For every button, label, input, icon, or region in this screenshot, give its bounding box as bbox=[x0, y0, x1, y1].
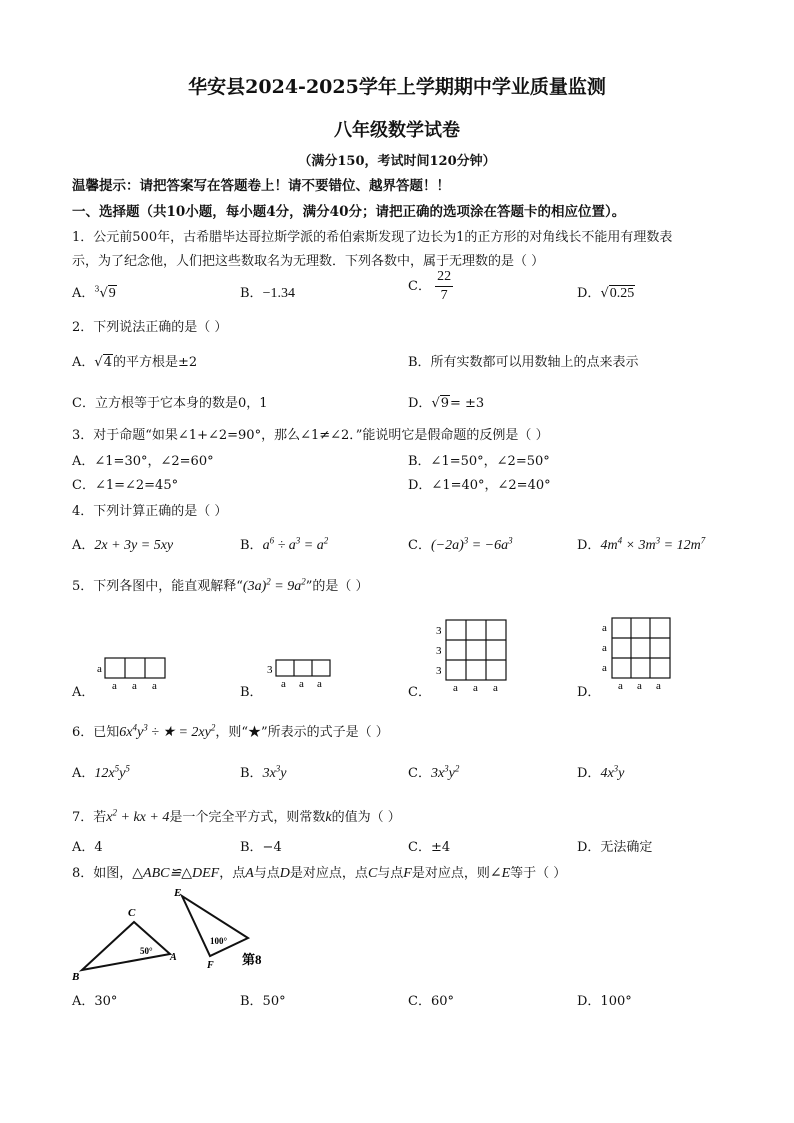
q8-option-c: C．60° bbox=[408, 994, 454, 1009]
q2-option-a bbox=[72, 351, 197, 370]
q7-option-b: B．−4 bbox=[240, 840, 282, 855]
option-label: A． bbox=[72, 286, 95, 301]
section-heading: 一、选择题（共10小题，每小题4分，满分40分；请把正确的选项涂在答题卡的相应位置）。 bbox=[72, 204, 626, 220]
option-label: B． bbox=[240, 286, 263, 301]
q1-option-c bbox=[408, 268, 453, 305]
option-label: D． bbox=[577, 286, 601, 301]
expression: $x^2$ + kx + 4 bbox=[106, 807, 170, 825]
q2-option-b: B．所有实数都可以用数轴上的点来表示 bbox=[408, 355, 639, 370]
q2-stem: 2．下列说法正确的是（ ） bbox=[72, 320, 228, 335]
option-label: A． bbox=[72, 538, 95, 553]
radical-sign: √ bbox=[99, 286, 108, 301]
q7-option-a: A．4 bbox=[72, 840, 103, 855]
side-label: a bbox=[152, 680, 157, 692]
expression: $12x^5y^5$ bbox=[94, 763, 130, 781]
side-label: a bbox=[112, 680, 117, 692]
q8-stem: 8．如图，△ABC≌△DEF，点A与点D是对应点，点C与点F是对应点，则∠E等于（ ） bbox=[72, 866, 567, 881]
option-label: B． bbox=[240, 538, 263, 553]
q1-option-b bbox=[240, 282, 295, 302]
q5-figure-c bbox=[432, 616, 512, 694]
exam-subtitle: 八年级数学试卷 bbox=[334, 120, 460, 141]
q3-option-b: B．∠1=50°，∠2=50° bbox=[408, 454, 550, 469]
q8-figure bbox=[70, 882, 270, 982]
radical-sign: √ bbox=[431, 396, 440, 411]
q1-option-d bbox=[577, 282, 635, 302]
radicand: 4 bbox=[103, 355, 112, 370]
q7-stem: 7．若$x^2$ + kx + 4是一个完全平方式，则常数k的值为（ ） bbox=[72, 807, 401, 825]
q6-option-c: C．$3x^3y^2$ bbox=[408, 763, 460, 781]
q1-stem-line2: 示，为了纪念他，人们把这些数取名为无理数．下列各数中，属于无理数的是（ ） bbox=[72, 254, 545, 269]
root-index: 3 bbox=[94, 284, 100, 294]
triangle-abc bbox=[82, 922, 170, 970]
q3-option-a: A．∠1=30°，∠2=60° bbox=[72, 454, 214, 469]
q3-option-d: D．∠1=40°，∠2=40° bbox=[408, 478, 551, 493]
radical-sign: √ bbox=[94, 355, 103, 370]
vertex-label: E bbox=[174, 887, 182, 899]
q5-option-a: A． bbox=[72, 685, 95, 700]
q7-option-d: D．无法确定 bbox=[577, 840, 653, 855]
side-label: a bbox=[602, 662, 607, 674]
side-label: 3 bbox=[267, 664, 273, 676]
vertex-label: F bbox=[207, 960, 214, 971]
q1-stem-line1: 1．公元前500年，古希腊毕达哥拉斯学派的希伯索斯发现了边长为1的正方形的对角线长不能用有理数表 bbox=[72, 230, 673, 245]
numerator: 22 bbox=[435, 268, 453, 287]
q6-stem: 6．已知$6x^4y^3$ ÷ ★ = $2xy^2$，则“★”所表示的式子是（ ） bbox=[72, 722, 389, 740]
q8-option-b: B．50° bbox=[240, 994, 286, 1009]
expression: $3x^3y$ bbox=[262, 763, 287, 781]
vertex-label: B bbox=[72, 971, 80, 982]
option-label: C． bbox=[408, 279, 431, 294]
side-label: a bbox=[602, 642, 607, 654]
side-label: a bbox=[317, 678, 322, 690]
option-label: D． bbox=[577, 538, 601, 553]
side-label: 3 bbox=[436, 625, 442, 637]
q4-option-c bbox=[408, 534, 513, 554]
q6-option-a: A．$12x^5y^5$ bbox=[72, 763, 130, 781]
q6-option-d: D．$4x^3y$ bbox=[577, 763, 625, 781]
fraction bbox=[435, 268, 453, 305]
expression: $3x^3y^2$ bbox=[430, 763, 460, 781]
expression: $4m^4 \times 3m^3 = 12m^7$ bbox=[600, 535, 706, 553]
side-label: a bbox=[97, 663, 102, 675]
q4-stem: 4．下列计算正确的是（ ） bbox=[72, 504, 228, 519]
side-label: a bbox=[637, 680, 642, 692]
side-label: a bbox=[473, 682, 478, 694]
side-label: a bbox=[299, 678, 304, 690]
option-label: A． bbox=[72, 355, 95, 370]
denominator: 7 bbox=[440, 288, 448, 303]
option-text: = ±3 bbox=[450, 396, 485, 411]
side-label: a bbox=[656, 680, 661, 692]
q3-option-c: C．∠1=∠2=45° bbox=[72, 478, 179, 493]
q5-option-b: B． bbox=[240, 685, 263, 700]
side-label: a bbox=[618, 680, 623, 692]
side-label: a bbox=[453, 682, 458, 694]
option-text: 的平方根是±2 bbox=[112, 355, 198, 370]
radicand: 0.25 bbox=[609, 286, 635, 301]
radicand: 9 bbox=[108, 286, 116, 301]
q5-figure-b bbox=[264, 652, 344, 692]
figure-caption: 第8 bbox=[242, 952, 262, 967]
q8-option-a: A．30° bbox=[72, 994, 118, 1009]
triangle-def bbox=[182, 896, 248, 956]
exam-title: 华安县2024-2025学年上学期期中学业质量监测 bbox=[188, 76, 606, 98]
angle-label: 100° bbox=[210, 936, 228, 946]
side-label: 3 bbox=[436, 645, 442, 657]
side-label: 3 bbox=[436, 665, 442, 677]
expression: $(-2a)^3 = -6a^3$ bbox=[430, 535, 513, 553]
radical-sign: √ bbox=[600, 286, 609, 301]
q2-option-c: C．立方根等于它本身的数是0，1 bbox=[72, 396, 268, 411]
q3-stem: 3．对于命题“如果∠1+∠2=90°，那么∠1≠∠2．”能说明它是假命题的反例是（ ） bbox=[72, 428, 549, 443]
option-label: D． bbox=[408, 396, 432, 411]
expression: $6x^4y^3$ ÷ ★ = $2xy^2$ bbox=[119, 722, 216, 740]
q8-option-d: D．100° bbox=[577, 994, 632, 1009]
side-label: a bbox=[493, 682, 498, 694]
q6-option-b: B．$3x^3y$ bbox=[240, 763, 287, 781]
exam-note: （满分150，考试时间120分钟） bbox=[298, 154, 496, 169]
q5-figure-a bbox=[95, 652, 175, 692]
angle-label: 50° bbox=[140, 946, 153, 956]
q7-option-c: C．±4 bbox=[408, 840, 451, 855]
side-label: a bbox=[602, 622, 607, 634]
expression: $4x^3y$ bbox=[600, 763, 625, 781]
option-label: C． bbox=[408, 538, 431, 553]
radicand: 9 bbox=[440, 396, 450, 411]
q1-option-a bbox=[72, 282, 117, 302]
q5-stem: 5．下列各图中，能直观解释“$(3a)^2 = 9a^2$”的是（ ） bbox=[72, 576, 369, 594]
tip-text: 温馨提示：请把答案写在答题卷上！请不要错位、越界答题！！ bbox=[72, 178, 450, 194]
vertex-label: A bbox=[170, 952, 177, 963]
vertex-label: C bbox=[128, 907, 136, 919]
side-label: a bbox=[281, 678, 286, 690]
expression: 2x + 3y = 5xy bbox=[94, 538, 174, 553]
q4-option-b bbox=[240, 534, 328, 554]
expression: $(3a)^2 = 9a^2$ bbox=[242, 576, 306, 594]
q5-figure-d bbox=[600, 614, 680, 694]
option-value: −1.34 bbox=[262, 286, 295, 301]
q2-option-d bbox=[408, 392, 484, 411]
q5-option-d: D． bbox=[577, 685, 601, 700]
q4-option-d bbox=[577, 534, 705, 554]
q4-option-a bbox=[72, 534, 173, 554]
expression: $a^6 \div a^3 = a^2$ bbox=[262, 535, 329, 553]
q5-option-c: C． bbox=[408, 685, 431, 700]
side-label: a bbox=[132, 680, 137, 692]
